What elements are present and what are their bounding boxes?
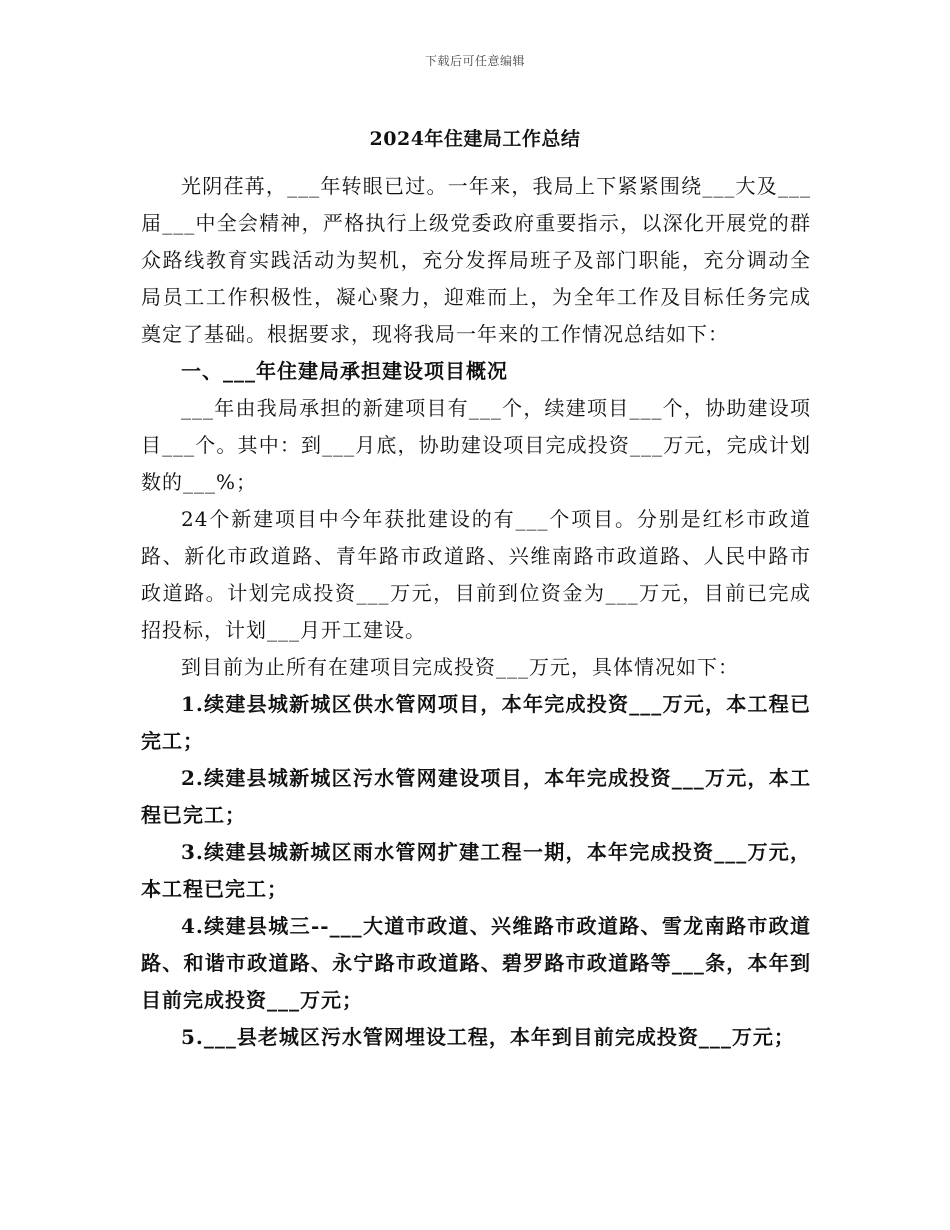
list-item-4: 4.续建县城三--___大道市政道、兴维路市政道路、雪龙南路市政道路、和谐市政道路、永宁路市政道路、碧罗路市政道路等___条，本年到目前完成投资___万元； (141, 914, 811, 1012)
investment-summary-paragraph: 到目前为止所有在建项目完成投资___万元，具体情况如下： (181, 655, 739, 679)
list-item-2: 2.续建县城新城区污水管网建设项目，本年完成投资___万元，本工程已完工； (141, 766, 811, 827)
document-body (141, 168, 811, 1056)
intro-paragraph: 光阴荏苒，___年转眼已过。一年来，我局上下紧紧围绕___大及___届___中全会精神，严格执行上级党委政府重要指示，以深化开展党的群众路线教育实践活动为契机，充分发挥局班子及部门职能，充分调动全局员工工作积极性，凝心聚力，迎难而上，为全年工作及目标任务完成奠定了基础。根据要求，现将我局一年来的工作情况总结如下： (141, 174, 811, 346)
new-projects-paragraph: 24个新建项目中今年获批建设的有___个项目。分别是红杉市政道路、新化市政道路、青年路市政道路、兴维南路市政道路、人民中路市政道路。计划完成投资___万元，目前到位资金为___万元，目前已完成招投标，计划___月开工建设。 (141, 507, 811, 642)
header-note: 下载后可任意编辑 (424, 54, 525, 68)
list-item-3: 3.续建县城新城区雨水管网扩建工程一期，本年完成投资___万元，本工程已完工； (141, 840, 811, 901)
document-title: 2024年住建局工作总结 (369, 128, 581, 150)
list-item-1: 1.续建县城新城区供水管网项目，本年完成投资___万元，本工程已完工； (141, 692, 811, 753)
project-overview-paragraph: ___年由我局承担的新建项目有___个，续建项目___个，协助建设项目___个。其中：到___月底，协助建设项目完成投资___万元，完成计划数的___%； (141, 396, 811, 494)
list-item-5: 5.___县老城区污水管网埋设工程，本年到目前完成投资___万元； (181, 1025, 795, 1049)
section-heading-1: 一、___年住建局承担建设项目概况 (181, 359, 508, 383)
